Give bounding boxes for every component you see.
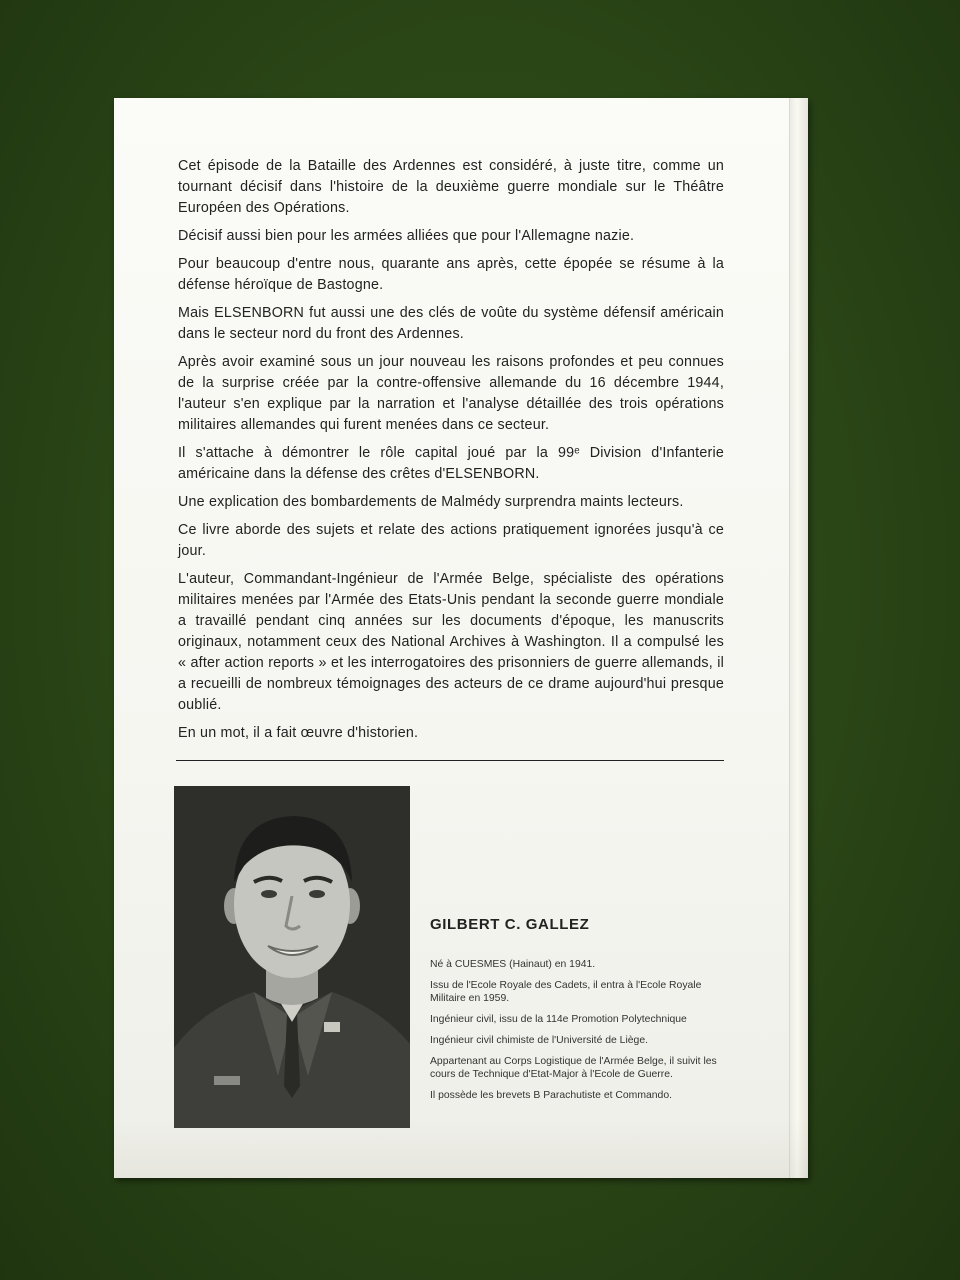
bio-line: Il possède les brevets B Parachutiste et Commando. <box>430 1090 672 1101</box>
blurb-paragraph: Après avoir examiné sous un jour nouveau les raisons profondes et peu connues de la surprise créée par la contre-offensive allemande du 16 décembre 1944, l'auteur s'en explique par la narration et l'analyse détaillée des trois opérations militaires allemandes qui furent menées dans ce secteur. <box>178 354 724 433</box>
bio-line: Appartenant au Corps Logistique de l'Armée Belge, il suivit les cours de Technique d'Etat-Major à l'Ecole de Guerre. <box>430 1056 717 1080</box>
bio-line: Ingénieur civil, issu de la 114e Promotion Polytechnique <box>430 1014 687 1025</box>
author-portrait-illustration <box>174 786 410 1128</box>
blurb-paragraph: Une explication des bombardements de Malmédy surprendra maints lecteurs. <box>178 494 684 510</box>
blurb-paragraph: En un mot, il a fait œuvre d'historien. <box>178 725 419 741</box>
blurb-paragraph: Cet épisode de la Bataille des Ardennes est considéré, à juste titre, comme un tournant décisif dans l'histoire de la deuxième guerre mondiale sur le Théâtre Européen des Opérations. <box>178 158 724 216</box>
blurb-paragraph: Pour beaucoup d'entre nous, quarante ans après, cette épopée se résume à la défense héroïque de Bastogne. <box>178 256 724 293</box>
author-bio <box>430 958 730 1110</box>
blurb-text <box>178 156 724 751</box>
blurb-paragraph: L'auteur, Commandant-Ingénieur de l'Armée Belge, spécialiste des opérations militaires menées par l'Armée des Etats-Unis pendant la seconde guerre mondiale a travaillé pendant cinq années sur les documents d'époque, les manuscrits originaux, notamment ceux des National Archives à Washington. Il a compulsé les « after action reports » et les interrogatoires des prisonniers de guerre allemands, il a recueilli de nombreux témoignages des acteurs de ce drame aujourd'hui presque oublié. <box>178 571 724 713</box>
blurb-paragraph: Mais ELSENBORN fut aussi une des clés de voûte du système défensif américain dans le secteur nord du front des Ardennes. <box>178 305 724 342</box>
bio-line: Ingénieur civil chimiste de l'Université de Liège. <box>430 1035 648 1046</box>
divider-rule <box>176 760 724 761</box>
blurb-paragraph: Décisif aussi bien pour les armées alliées que pour l'Allemagne nazie. <box>178 228 635 244</box>
author-name: GILBERT C. GALLEZ <box>430 916 590 933</box>
book-back-cover <box>114 98 808 1178</box>
blurb-paragraph: Il s'attache à démontrer le rôle capital joué par la 99ᵉ Division d'Infanterie américaine dans la défense des crêtes d'ELSENBORN. <box>178 445 724 482</box>
author-photo <box>174 786 410 1128</box>
bio-line: Né à CUESMES (Hainaut) en 1941. <box>430 959 596 970</box>
bio-line: Issu de l'Ecole Royale des Cadets, il entra à l'Ecole Royale Militaire en 1959. <box>430 980 702 1004</box>
book-spine-edge <box>789 98 808 1178</box>
blurb-paragraph: Ce livre aborde des sujets et relate des actions pratiquement ignorées jusqu'à ce jour. <box>178 522 724 559</box>
